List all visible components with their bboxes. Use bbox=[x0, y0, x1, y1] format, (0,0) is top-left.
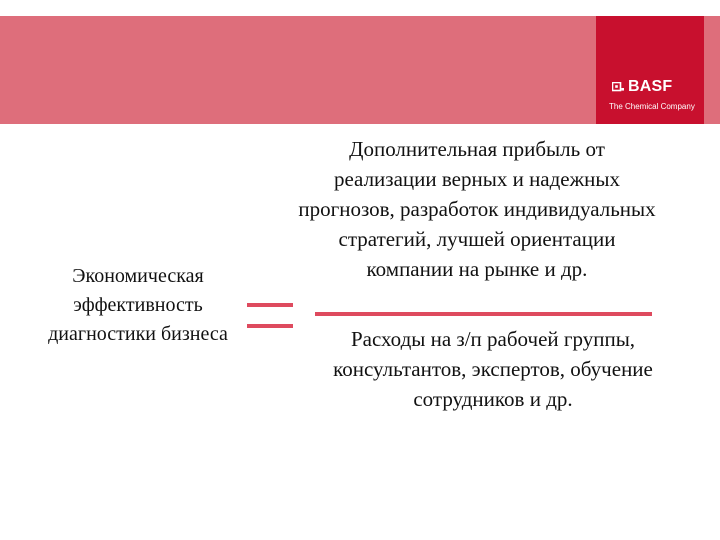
basf-logo-wordmark: BASF bbox=[628, 78, 673, 95]
basf-logo bbox=[596, 16, 704, 124]
formula-left-term: Экономическая эффективность диагностики бизнеса bbox=[48, 265, 228, 345]
basf-logo-icon bbox=[612, 82, 624, 94]
fraction-line bbox=[315, 312, 652, 316]
basf-logo-tagline: The Chemical Company bbox=[609, 102, 695, 111]
equals-sign bbox=[247, 303, 293, 329]
formula-numerator: Дополнительная прибыль от реализации верных и надежных прогнозов, разработок индивидуальных стратегий, лучшей ориентации компании на рынке и др. bbox=[298, 137, 656, 281]
equals-bar-bottom bbox=[247, 324, 293, 328]
equals-bar-top bbox=[247, 303, 293, 307]
formula-denominator: Расходы на з/п рабочей группы, консультантов, экспертов, обучение сотрудников и др. bbox=[333, 327, 653, 411]
